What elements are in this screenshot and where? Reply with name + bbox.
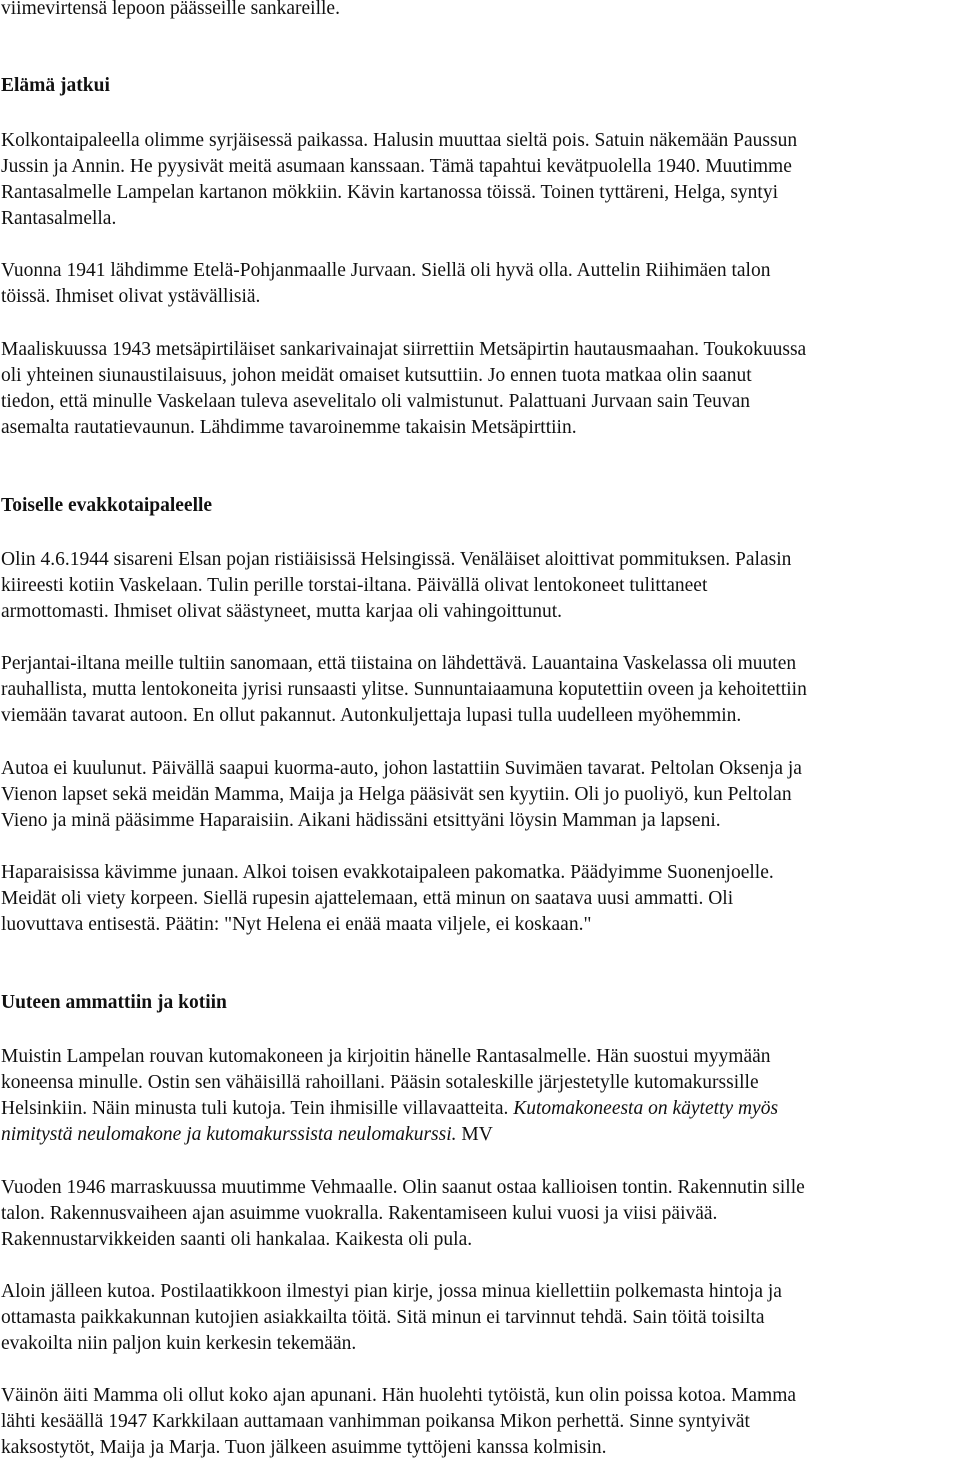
paragraph-line: oli yhteinen siunaustilaisuus, johon meidät omaiset kutsuttiin. Jo ennen tuota matkaa olin saanut	[1, 365, 752, 386]
paragraph-line: koneensa minulle. Ostin sen vähäisillä rahoillani. Pääsin sotaleskille järjestetylle kutomakurssille	[1, 1072, 759, 1093]
paragraph-line: Rakennustarvikkeiden saanti oli hankalaa. Kaikesta oli pula.	[1, 1229, 473, 1250]
paragraph-line: Vuonna 1941 lähdimme Etelä-Pohjanmaalle Jurvaan. Siellä oli hyvä olla. Auttelin Riihimäen talon	[1, 260, 771, 281]
section-heading-uuteen-ammattiin: Uuteen ammattiin ja kotiin	[1, 992, 227, 1013]
paragraph-line: ottamasta paikkakunnan kutojien asiakkailta töitä. Sitä minun ei tarvinnut tehdä. Sain töitä toisilta	[1, 1307, 765, 1328]
paragraph-line: Kolkontaipaleella olimme syrjäisessä paikassa. Halusin muuttaa sieltä pois. Satuin näkemään Paussun	[1, 130, 798, 151]
paragraph-line: töissä. Ihmiset olivat ystävällisiä.	[1, 286, 261, 307]
paragraph-line: asemalta rautatievaunun. Lähdimme tavaroinemme takaisin Metsäpirttiin.	[1, 417, 577, 438]
paragraph-line: Meidät oli viety korpeen. Siellä rupesin ajattelemaan, että minun on saatava uusi ammatti. Oli	[1, 888, 734, 909]
paragraph-line: kaksostytöt, Maija ja Marja. Tuon jälkeen asuimme tyttöjeni kanssa kolmisin.	[1, 1437, 607, 1458]
paragraph-line: tiedon, että minulle Vaskelaan tuleva asevelitalo oli valmistunut. Palattuani Jurvaan sain Teuvan	[1, 391, 751, 412]
editor-signature: MV	[456, 1124, 493, 1145]
editor-note-italic: Kutomakoneesta on käytetty myös	[513, 1098, 779, 1119]
paragraph-line: talon. Rakennusvaiheen ajan asuimme vuokralla. Rakentamiseen kului vuosi ja viisi päivää.	[1, 1203, 718, 1224]
paragraph-line: Aloin jälleen kutoa. Postilaatikkoon ilmestyi pian kirje, jossa minua kiellettiin polkemasta hintoja ja	[1, 1281, 782, 1302]
paragraph-line: Rantasalmella.	[1, 208, 117, 229]
paragraph-line: evakoilta niin paljon kuin kerkesin tekemään.	[1, 1333, 357, 1354]
paragraph-line: lähti kesäällä 1947 Karkkilaan auttamaan vanhimman poikansa Mikon perhettä. Sinne syntyivät	[1, 1411, 750, 1432]
paragraph-line: Väinön äiti Mamma oli ollut koko ajan apunani. Hän huolehti tytöistä, kun olin poissa kotoa. Mamma	[1, 1385, 797, 1406]
paragraph-line	[1, 1097, 778, 1121]
paragraph-line: luovuttava entisestä. Päätin: "Nyt Helena ei enää maata viljele, ei koskaan."	[1, 914, 592, 935]
section-heading-toiselle-evakkotaipaleelle: Toiselle evakkotaipaleelle	[1, 495, 213, 516]
intro-line: viimevirtensä lepoon päässeille sankareille.	[1, 0, 340, 19]
paragraph-line: Olin 4.6.1944 sisareni Elsan pojan ristiäisissä Helsingissä. Venäläiset aloittivat pommituksen. Palasin	[1, 549, 792, 570]
paragraph-line: armottomasti. Ihmiset olivat säästyneet, mutta karjaa oli vahingoittunut.	[1, 601, 563, 622]
paragraph-line: Haparaisissa kävimme junaan. Alkoi toisen evakkotaipaleen pakomatka. Päädyimme Suonenjoelle.	[1, 862, 774, 883]
paragraph-line: Jussin ja Annin. He pyysivät meitä asumaan kanssaan. Tämä tapahtui kevätpuolella 1940. Muutimme	[1, 156, 792, 177]
paragraph-line: rauhallista, mutta lentokoneita jyrisi runsaasti ylitse. Sunnuntaiaamuna koputettiin oveen ja kehoitettiin	[1, 679, 807, 700]
section-heading-elama-jatkui: Elämä jatkui	[1, 75, 110, 96]
editor-note-italic: nimitystä neulomakone ja kutomakurssista neulomakurssi.	[1, 1124, 457, 1145]
paragraph-line: Perjantai-iltana meille tultiin sanomaan, että tiistaina on lähdettävä. Lauantaina Vaskelassa oli muuten	[1, 653, 797, 674]
paragraph-line: Muistin Lampelan rouvan kutomakoneen ja kirjoitin hänelle Rantasalmelle. Hän suostui myymään	[1, 1046, 771, 1067]
paragraph-text: Helsinkiin. Näin minusta tuli kutoja. Tein ihmisille villavaatteita.	[1, 1098, 509, 1119]
paragraph-line	[1, 1123, 493, 1147]
paragraph-line: Vienon lapset sekä meidän Mamma, Maija ja Helga pääsivät sen kyytiin. Oli jo puoliyö, kun Peltolan	[1, 784, 792, 805]
paragraph-line: Maaliskuussa 1943 metsäpirtiläiset sankarivainajat siirrettiin Metsäpirtin hautausmaahan. Toukokuussa	[1, 339, 807, 360]
paragraph-line: Vuoden 1946 marraskuussa muutimme Vehmaalle. Olin saanut ostaa kallioisen tontin. Rakennutin sille	[1, 1177, 805, 1198]
paragraph-line: Autoa ei kuulunut. Päivällä saapui kuorma-auto, johon lastattiin Suvimäen tavarat. Peltolan Oksenja ja	[1, 758, 802, 779]
paragraph-line: kiireesti kotiin Vaskelaan. Tulin perille torstai-iltana. Päivällä olivat lentokoneet tulittaneet	[1, 575, 708, 596]
paragraph-line: Rantasalmelle Lampelan kartanon mökkiin. Kävin kartanossa töissä. Toinen tyttäreni, Helga, syntyi	[1, 182, 779, 203]
paragraph-line: Vieno ja minä pääsimme Haparaisiin. Aikani hädissäni etsittyäni löysin Mamman ja lapseni.	[1, 810, 721, 831]
paragraph-line: viemään tavarat autoon. En ollut pakannut. Autonkuljettaja lupasi tulla uudelleen myöhemmin.	[1, 705, 742, 726]
